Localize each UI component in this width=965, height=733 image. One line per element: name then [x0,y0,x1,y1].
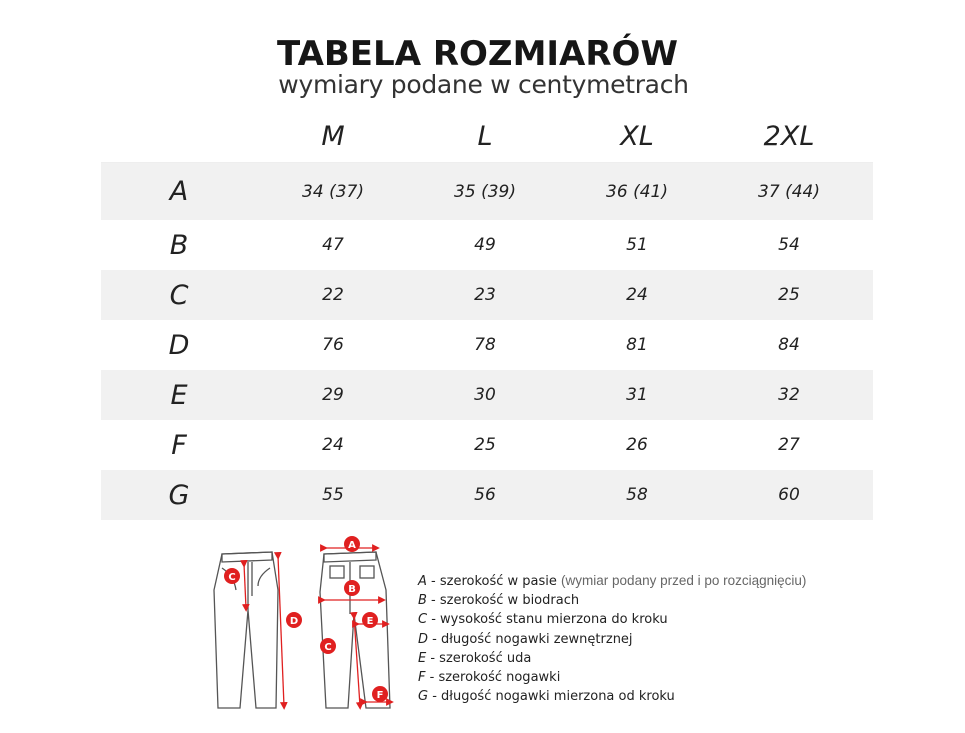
table-row-f [101,420,873,470]
row-label: D [168,329,190,361]
table-cell: 37 (44) [758,181,820,202]
table-cell: 58 [626,485,648,505]
table-cell: 25 [474,435,496,455]
table-cell: 25 [778,285,800,305]
table-header-row [101,112,873,163]
column-header-xl: XL [620,121,654,152]
marker-f-icon [372,686,388,702]
table-cell: 36 (41) [606,181,668,202]
table-cell: 51 [626,235,648,255]
row-label: A [169,176,189,207]
row-label: G [168,479,190,511]
column-header-2xl: 2XL [763,121,815,152]
trousers-measurement-diagram [200,530,410,720]
page-title: TABELA ROZMIARÓW [277,34,678,74]
table-row-d [101,320,873,370]
table-cell: 29 [322,385,344,405]
marker-c-icon [224,568,240,584]
table-cell: 23 [474,285,496,305]
table-cell: 78 [474,335,496,355]
table-cell: 54 [778,235,800,255]
marker-d-icon [286,612,302,628]
legend-item-b: B - szerokość w biodrach [418,593,580,609]
legend-item-d: D - długość nogawki zewnętrznej [418,631,633,647]
legend-item-f: F - szerokość nogawki [418,670,561,686]
table-cell: 76 [322,335,344,355]
svg-text:F: F [376,690,384,701]
table-cell: 34 (37) [302,181,364,202]
table-cell: 60 [778,485,800,505]
table-header-corner [101,112,257,162]
table-cell: 27 [778,435,800,455]
table-cell: 84 [778,335,800,355]
legend-item-g: G - długość nogawki mierzona od kroku [418,689,675,705]
legend-item-c: C - wysokość stanu mierzona do kroku [418,612,668,628]
table-cell: 47 [322,235,344,255]
table-cell: 49 [474,235,496,255]
marker-a-icon [344,536,360,552]
table-row-g [101,470,873,520]
svg-text:C: C [228,572,236,583]
svg-text:C: C [324,642,332,653]
row-label: E [170,379,188,411]
svg-text:A: A [348,540,356,551]
marker-e-icon [362,612,378,628]
column-header-m: M [321,121,345,152]
svg-text:B: B [348,584,356,595]
table-cell: 22 [322,285,344,305]
marker-b-icon [344,580,360,596]
table-cell: 24 [626,285,648,305]
trousers-front-icon [214,552,278,708]
column-header-l: L [477,121,493,152]
svg-text:E: E [366,616,374,627]
table-cell: 24 [322,435,344,455]
table-cell: 81 [626,335,648,355]
table-row-c [101,270,873,320]
table-row-a [101,163,873,220]
measurement-legend [418,571,806,706]
row-label: F [171,429,187,461]
legend-item-a: A - szerokość w pasie (wymiar podany przed i po rozciągnięciu) [418,573,807,589]
table-cell: 31 [626,385,648,405]
table-cell: 26 [626,435,648,455]
table-cell: 30 [474,385,496,405]
row-label: B [169,229,189,261]
svg-text:D: D [289,616,299,627]
table-cell: 56 [474,485,496,505]
table-row-e [101,370,873,420]
table-cell: 32 [778,385,800,405]
marker-g-icon [320,638,336,654]
table-cell: 35 (39) [454,181,516,202]
row-label: C [169,279,189,311]
page-subtitle: wymiary podane w centymetrach [278,70,689,99]
table-row-b [101,220,873,270]
table-cell: 55 [322,485,344,505]
size-table [101,112,873,520]
legend-item-e: E - szerokość uda [418,650,532,666]
